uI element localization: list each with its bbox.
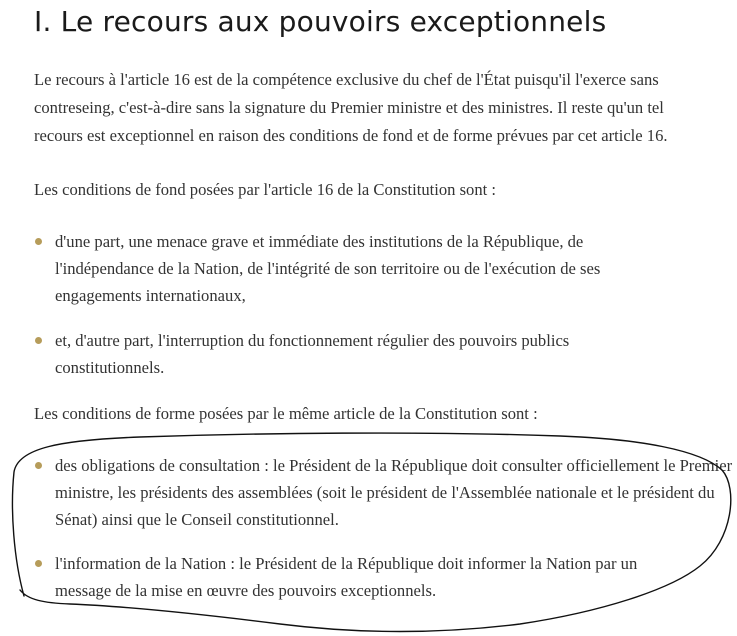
bullet-dot-icon xyxy=(35,462,42,469)
list-item-text: d'une part, une menace grave et immédiate des institutions de la République, de l'indépendance de la Nation, de l'intégrité de son territoire ou de l'exécution de ses engagements internationaux, xyxy=(55,232,601,305)
conditions-forme-list xyxy=(34,452,734,621)
conditions-fond-paragraph: Les conditions de fond posées par l'article 16 de la Constitution sont : xyxy=(34,180,496,199)
bullet-dot-icon xyxy=(35,238,42,245)
list-item xyxy=(34,452,734,533)
list-item-text: et, d'autre part, l'interruption du fonctionnement régulier des pouvoirs publics constitutionnels. xyxy=(55,331,570,377)
list-item xyxy=(34,327,734,381)
bullet-dot-icon xyxy=(35,337,42,344)
page-title: I. Le recours aux pouvoirs exceptionnels xyxy=(34,5,607,38)
list-item-text: l'information de la Nation : le Président de la République doit informer la Nation par un message de la mise en œuvre des pouvoirs exceptionnels. xyxy=(55,554,638,600)
list-item xyxy=(34,550,734,604)
conditions-fond-list xyxy=(34,228,734,399)
list-item xyxy=(34,228,734,309)
conditions-forme-paragraph: Les conditions de forme posées par le même article de la Constitution sont : xyxy=(34,404,538,423)
list-item-text: des obligations de consultation : le Président de la République doit consulter officiellement le Premier ministre, les présidents des assemblées (soit le président de l'Assemblée nationale et le président du Sénat) ainsi que le Conseil constitutionnel. xyxy=(55,456,733,529)
intro-paragraph: Le recours à l'article 16 est de la compétence exclusive du chef de l'État puisqu'il l'exerce sans contreseing, c'est-à-dire sans la signature du Premier ministre et des ministres. Il reste qu'un tel recours est exceptionnel en raison des conditions de fond et de forme prévues par cet article 16. xyxy=(34,70,668,145)
bullet-dot-icon xyxy=(35,560,42,567)
